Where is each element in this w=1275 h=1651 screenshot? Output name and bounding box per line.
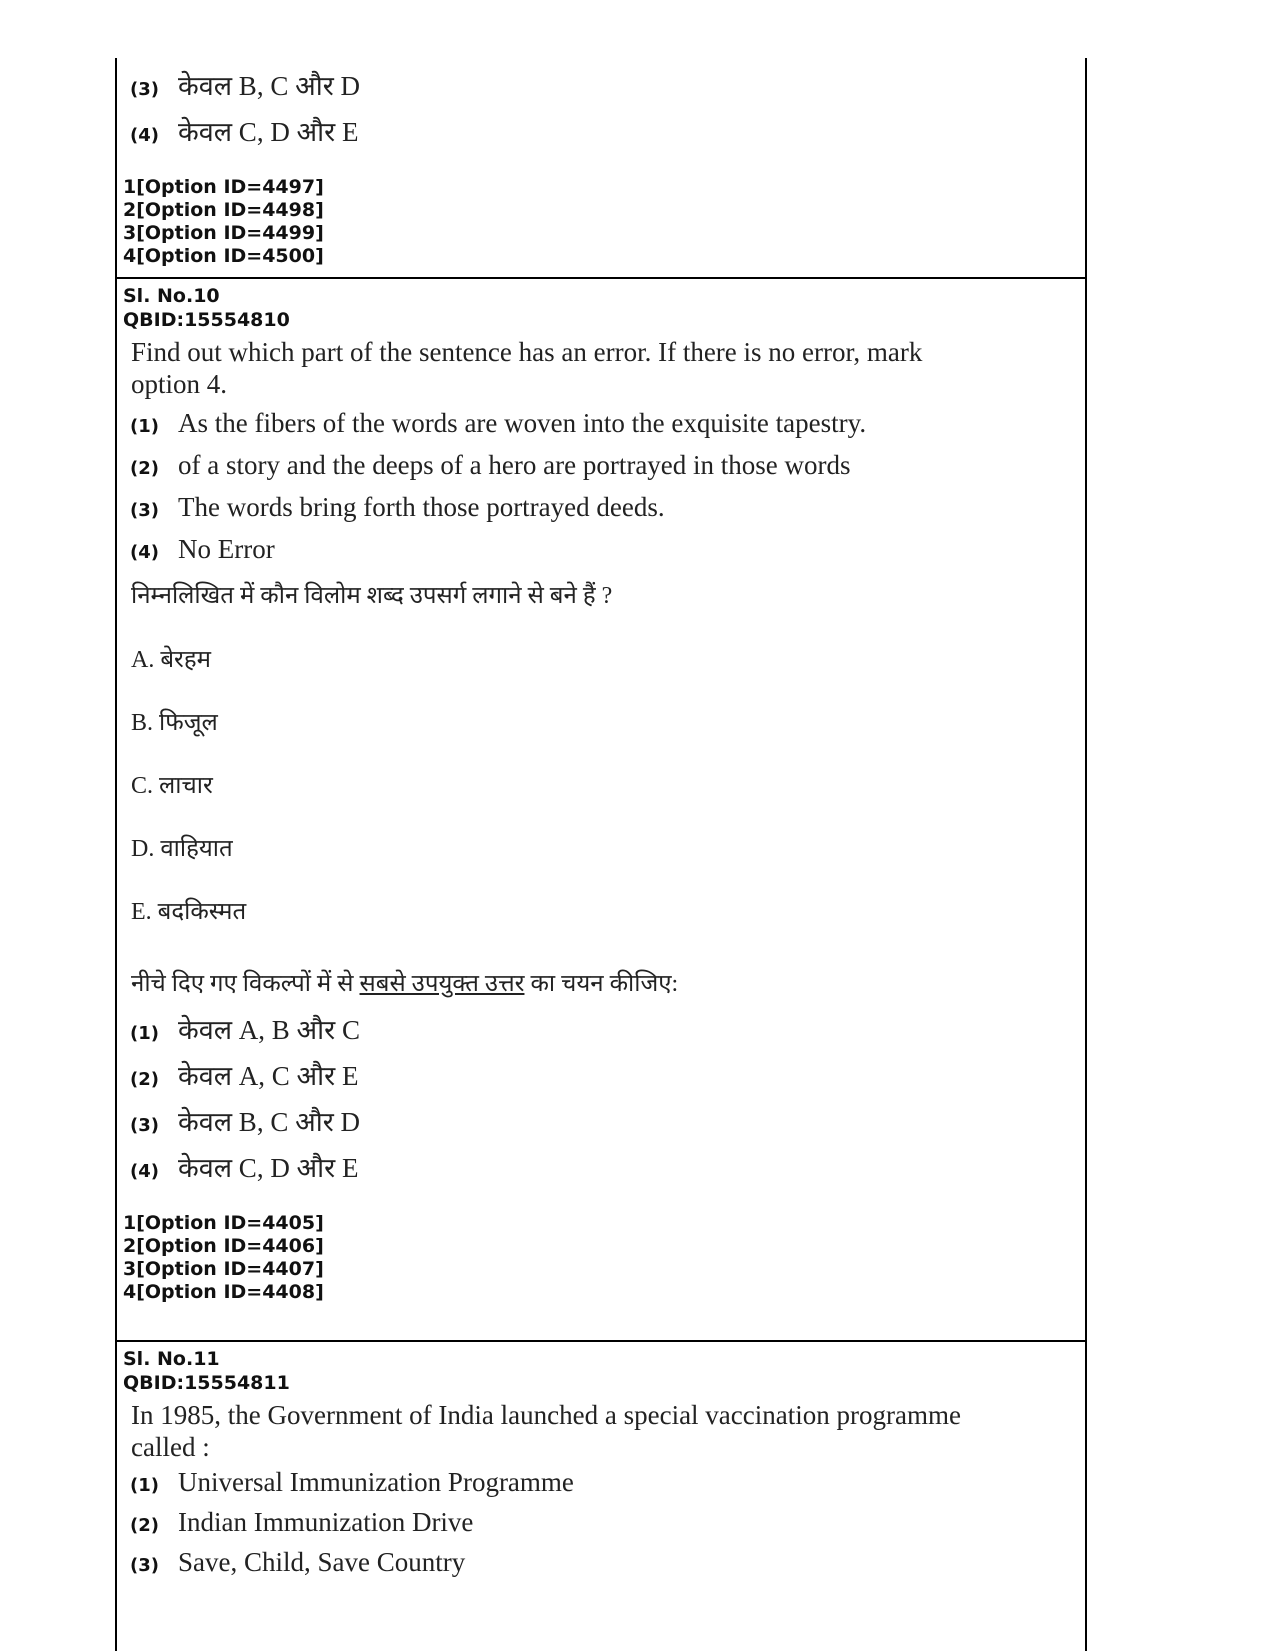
row-divider [115, 1340, 1087, 1342]
option-text: Indian Immunization Drive [178, 1507, 474, 1537]
option-text: केवल B, C और D [178, 71, 360, 101]
option-number: (4) [130, 542, 159, 563]
question-line: called : [131, 1432, 210, 1462]
row-divider [115, 277, 1087, 279]
instruction-after: का चयन कीजिए: [524, 971, 679, 997]
option-row [130, 66, 1083, 112]
option-id-line: 4[Option ID=4408] [123, 1281, 324, 1303]
option-id-line: 1[Option ID=4497] [123, 176, 324, 198]
option-text: Universal Immunization Programme [178, 1467, 574, 1497]
question-line: In 1985, the Government of India launched a special vaccination programme [131, 1400, 961, 1430]
option-row [130, 1547, 1083, 1587]
option-id-line: 3[Option ID=4407] [123, 1258, 324, 1280]
serial-number: Sl. No.10 [123, 285, 220, 307]
option-number: (3) [130, 79, 159, 100]
option-row [130, 450, 1083, 492]
option-number: (4) [130, 1161, 159, 1182]
option-id-line: 3[Option ID=4499] [123, 222, 324, 244]
option-row [130, 1010, 1083, 1056]
option-row [130, 1056, 1083, 1102]
serial-number: Sl. No.11 [123, 1348, 220, 1370]
hindi-item: B. फिजूल [131, 710, 218, 736]
option-row [130, 534, 1083, 576]
qbid: QBID:15554811 [123, 1372, 290, 1394]
option-number: (1) [130, 1475, 159, 1496]
option-text: केवल C, D और E [178, 1153, 359, 1183]
option-row [130, 1148, 1083, 1194]
option-number: (3) [130, 500, 159, 521]
hindi-question-text: निम्नलिखित में कौन विलोम शब्द उपसर्ग लगाने से बने हैं ? [131, 583, 613, 609]
option-text: Save, Child, Save Country [178, 1547, 466, 1577]
option-number: (2) [130, 458, 159, 479]
option-text: केवल B, C और D [178, 1107, 360, 1137]
option-number: (1) [130, 416, 159, 437]
instruction-before: नीचे दिए गए विकल्पों में से [131, 971, 360, 997]
option-row [130, 1467, 1083, 1507]
hindi-item: C. लाचार [131, 773, 213, 799]
question-10 [117, 284, 1083, 1304]
question-11 [117, 1347, 1083, 1587]
question-line: option 4. [131, 369, 228, 399]
hindi-item: A. बेरहम [131, 647, 211, 673]
option-row [130, 112, 1083, 158]
option-row [130, 408, 1083, 450]
option-number: (3) [130, 1555, 159, 1576]
option-text: of a story and the deeps of a hero are portrayed in those words [178, 450, 851, 480]
option-text: As the fibers of the words are woven into the exquisite tapestry. [178, 408, 867, 438]
option-text: केवल A, C और E [178, 1061, 359, 1091]
question-text [131, 336, 991, 400]
option-number: (3) [130, 1115, 159, 1136]
option-text: The words bring forth those portrayed deeds. [178, 492, 665, 522]
hindi-item: D. वाहियात [131, 836, 233, 862]
option-number: (1) [130, 1023, 159, 1044]
instruction-underlined: सबसे उपयुक्त उत्तर [359, 971, 525, 997]
qbid: QBID:15554810 [123, 309, 290, 331]
question-line: Find out which part of the sentence has an error. If there is no error, mark [131, 337, 923, 367]
option-id-line: 4[Option ID=4500] [123, 245, 324, 267]
option-number: (4) [130, 125, 159, 146]
option-id-line: 2[Option ID=4498] [123, 199, 324, 221]
option-number: (2) [130, 1515, 159, 1536]
instruction-text [131, 964, 1083, 1010]
option-text: केवल A, B और C [178, 1015, 360, 1045]
hindi-item: E. बदकिस्मत [131, 899, 247, 925]
option-text: No Error [178, 534, 275, 564]
option-row [130, 1507, 1083, 1547]
option-text: केवल C, D और E [178, 117, 359, 147]
option-row [130, 492, 1083, 534]
question-text [131, 1399, 1031, 1463]
option-id-line: 1[Option ID=4405] [123, 1212, 324, 1234]
option-row [130, 1102, 1083, 1148]
question-9-continuation [117, 66, 1083, 268]
option-number: (2) [130, 1069, 159, 1090]
option-id-line: 2[Option ID=4406] [123, 1235, 324, 1257]
